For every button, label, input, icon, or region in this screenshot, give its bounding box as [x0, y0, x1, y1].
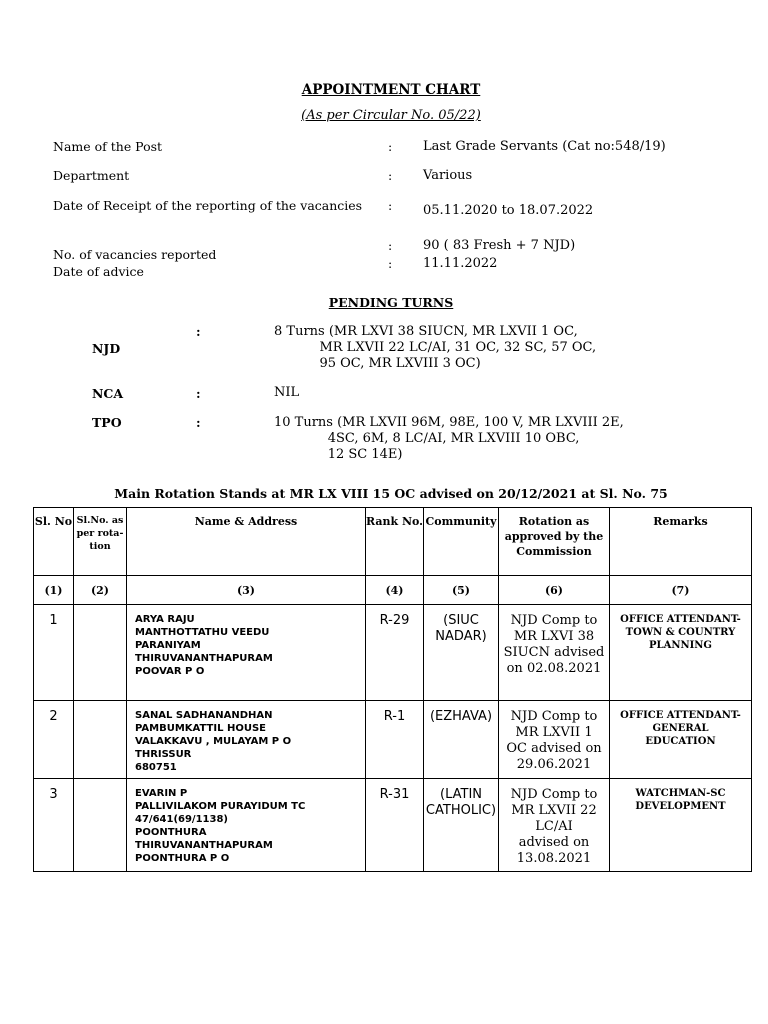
turn-colon-nca: : — [196, 386, 201, 401]
cell-name-address-line: ARYA RAJU — [135, 614, 195, 625]
cell-remarks — [610, 779, 752, 872]
detail-colon: : — [388, 139, 393, 154]
header-sl-label: Sl. No — [34, 515, 73, 528]
cell-rank-line: R-31 — [379, 787, 410, 802]
cell-rotation-line: advised on — [518, 835, 590, 850]
cell-remarks-line: GENERAL — [652, 723, 709, 734]
col-number: (3) — [127, 576, 366, 605]
header-remarks — [610, 508, 752, 576]
cell-name-address-line: MANTHOTTATHU VEEDU — [135, 627, 270, 638]
col-number: (6) — [499, 576, 610, 605]
cell-rotation — [499, 701, 610, 779]
column-number-row — [34, 576, 752, 605]
page-title: APPOINTMENT CHART — [301, 82, 481, 98]
cell-name-address — [127, 779, 366, 872]
table-row — [34, 605, 752, 701]
cell-community-line: NADAR) — [435, 629, 487, 644]
cell-remarks-line: PLANNING — [649, 640, 712, 651]
cell-rotation-line: LC/AI — [535, 819, 573, 834]
table-row — [34, 701, 752, 779]
cell-rotation-line: OC advised on — [506, 741, 602, 756]
detail-label-vacancies: No. of vacancies reported — [53, 247, 217, 262]
cell-sl-no — [34, 605, 74, 701]
detail-label-post: Name of the Post — [53, 139, 163, 154]
cell-rotation-line: NJD Comp to — [510, 787, 598, 802]
cell-remarks-line: OFFICE ATTENDANT- — [620, 710, 741, 721]
header-sl-rotation-label: Sl.No. as per rota-tion — [76, 515, 124, 552]
cell-name-address-line: POONTHURA — [135, 827, 207, 838]
cell-rotation — [499, 605, 610, 701]
header-rank-label: Rank No. — [366, 515, 423, 528]
cell-community — [424, 779, 499, 872]
cell-remarks-line: OFFICE ATTENDANT- — [620, 614, 741, 625]
col-number: (2) — [74, 576, 127, 605]
detail-value-department: Various — [423, 168, 473, 183]
cell-name-address-line: PARANIYAM — [135, 640, 201, 651]
cell-community-line: (EZHAVA) — [429, 709, 493, 724]
cell-name-address-line: POOVAR P O — [135, 666, 205, 677]
cell-rotation-line: NJD Comp to — [510, 613, 598, 628]
header-remarks-label: Remarks — [653, 515, 708, 528]
cell-sl-no-line: 3 — [49, 787, 58, 802]
header-name-label: Name & Address — [194, 515, 298, 528]
cell-rotation-line: NJD Comp to — [510, 709, 598, 724]
table-header-row — [34, 508, 752, 576]
turn-text-nca: NIL — [274, 385, 300, 400]
header-name — [127, 508, 366, 576]
cell-sl-no — [34, 701, 74, 779]
header-sl-rotation — [74, 508, 127, 576]
cell-community — [424, 605, 499, 701]
table-row — [34, 779, 752, 872]
cell-remarks-line: TOWN & COUNTRY — [625, 627, 736, 638]
cell-rotation-line: MR LXVII 22 — [511, 803, 597, 818]
cell-remarks-line: EDUCATION — [645, 736, 716, 747]
cell-name-address-line: POONTHURA P O — [135, 853, 230, 864]
cell-name-address — [127, 701, 366, 779]
cell-remarks-line: WATCHMAN-SC — [635, 788, 726, 799]
cell-sl-no-line: 1 — [49, 613, 58, 628]
header-sl — [34, 508, 74, 576]
rotation-note: Main Rotation Stands at MR LX VIII 15 OC advised on 20/12/2021 at Sl. No. 75 — [114, 486, 668, 501]
pending-turns-title: PENDING TURNS — [328, 295, 454, 310]
cell-sl-no-line: 2 — [49, 709, 58, 724]
turn-text-tpo: 10 Turns (MR LXVII 96M, 98E, 100 V, MR LXVIII 2E, 4SC, 6M, 8 LC/AI, MR LXVIII 10 OBC, 12 SC 14E) — [274, 415, 624, 462]
cell-sl-rotation — [74, 605, 127, 701]
col-number: (4) — [366, 576, 424, 605]
cell-remarks — [610, 701, 752, 779]
turn-colon-tpo: : — [196, 415, 201, 430]
cell-community-line: CATHOLIC) — [425, 803, 497, 818]
detail-label-advice-date: Date of advice — [53, 264, 144, 279]
cell-remarks-line: DEVELOPMENT — [635, 801, 726, 812]
detail-value-advice-date: 11.11.2022 — [423, 256, 498, 271]
cell-rotation — [499, 779, 610, 872]
detail-colon: : — [388, 168, 393, 183]
cell-name-address-line: PAMBUMKATTIL HOUSE — [135, 723, 266, 734]
header-rotation — [499, 508, 610, 576]
cell-name-address-line: SANAL SADHANANDHAN — [135, 710, 273, 721]
cell-name-address-line: 47/641(69/1138) — [135, 814, 228, 825]
cell-community-line: (LATIN — [440, 787, 482, 802]
cell-name-address-line: THRISSUR — [135, 749, 192, 760]
detail-value-receipt-date: 05.11.2020 to 18.07.2022 — [423, 203, 594, 218]
cell-rotation-line: MR LXVII 1 — [515, 725, 593, 740]
cell-sl-no — [34, 779, 74, 872]
cell-rotation-line: 13.08.2021 — [516, 851, 592, 866]
cell-rotation-line: on 02.08.2021 — [506, 661, 602, 676]
cell-rank-line: R-29 — [379, 613, 410, 628]
turn-code-tpo: TPO — [92, 415, 122, 430]
detail-value-vacancies: 90 ( 83 Fresh + 7 NJD) — [423, 238, 576, 253]
cell-rank-line: R-1 — [383, 709, 406, 724]
header-rank — [366, 508, 424, 576]
col-number: (1) — [34, 576, 74, 605]
cell-rank — [366, 779, 424, 872]
turn-code-njd: NJD — [92, 341, 121, 356]
turn-colon-njd: : — [196, 324, 201, 339]
turn-text-njd: 8 Turns (MR LXVI 38 SIUCN, MR LXVII 1 OC, MR LXVII 22 LC/AI, 31 OC, 32 SC, 57 OC, 95 OC, MR LXVIII 3 OC) — [274, 324, 597, 371]
turn-code-nca: NCA — [92, 386, 124, 401]
appointment-table — [33, 507, 752, 872]
col-number: (5) — [424, 576, 499, 605]
cell-name-address-line: EVARIN P — [135, 788, 188, 799]
cell-name-address-line: THIRUVANANTHAPURAM — [135, 653, 273, 664]
cell-name-address — [127, 605, 366, 701]
cell-rotation-line: MR LXVI 38 — [513, 629, 595, 644]
cell-rank — [366, 605, 424, 701]
header-community-label: Community — [425, 515, 497, 528]
col-number: (7) — [610, 576, 752, 605]
cell-rotation-line: 29.06.2021 — [516, 757, 592, 772]
cell-name-address-line: PALLIVILAKOM PURAYIDUM TC — [135, 801, 306, 812]
header-rotation-label: Rotation as approved by the Commission — [504, 515, 604, 558]
cell-sl-rotation — [74, 779, 127, 872]
detail-colon: : — [388, 198, 393, 213]
detail-colon: : — [388, 238, 393, 253]
page-subtitle: (As per Circular No. 05/22) — [301, 108, 481, 123]
cell-name-address-line: THIRUVANANTHAPURAM — [135, 840, 273, 851]
detail-colon: : — [388, 256, 393, 271]
detail-label-department: Department — [53, 168, 130, 183]
cell-sl-rotation — [74, 701, 127, 779]
detail-value-post: Last Grade Servants (Cat no:548/19) — [423, 139, 666, 154]
detail-label-receipt-date: Date of Receipt of the reporting of the vacancies — [53, 198, 363, 213]
cell-rotation-line: SIUCN advised — [503, 645, 605, 660]
cell-name-address-line: 680751 — [135, 762, 177, 773]
cell-community — [424, 701, 499, 779]
cell-remarks — [610, 605, 752, 701]
cell-rank — [366, 701, 424, 779]
cell-name-address-line: VALAKKAVU , MULAYAM P O — [135, 736, 292, 747]
header-community — [424, 508, 499, 576]
cell-community-line: (SIUC — [443, 613, 479, 628]
